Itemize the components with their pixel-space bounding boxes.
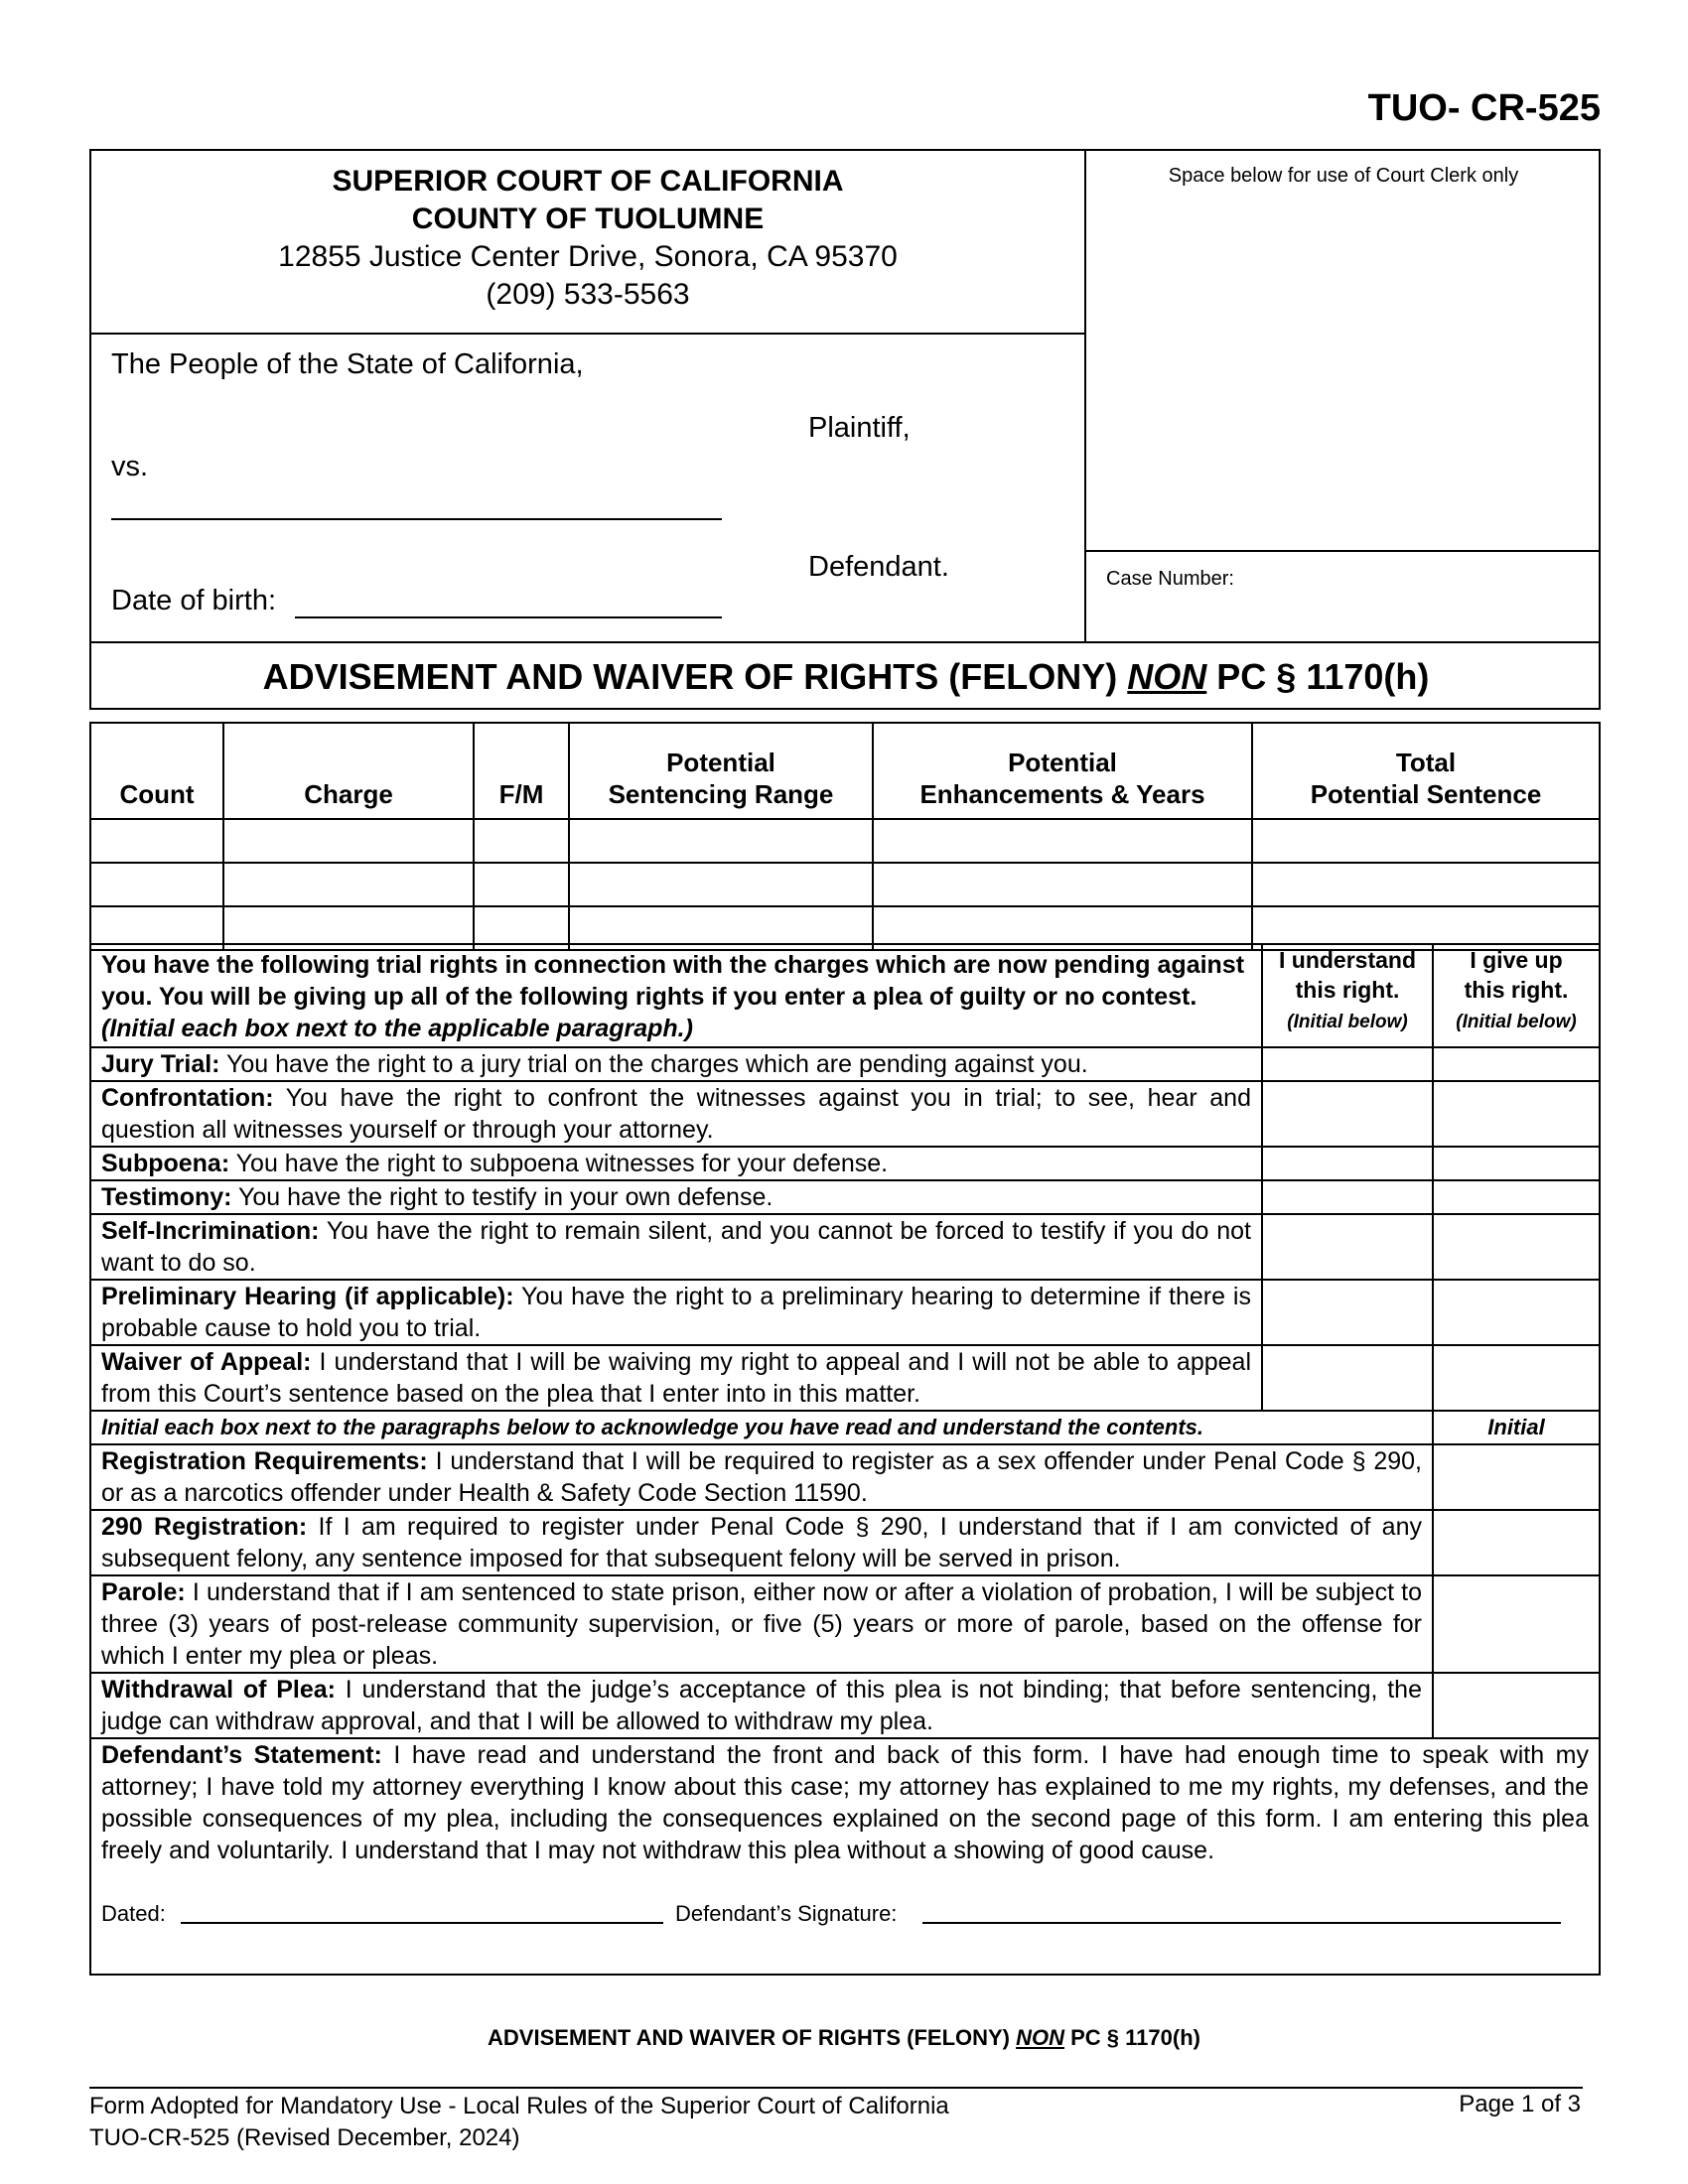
footer-title xyxy=(0,2025,1688,2051)
ack-text: I understand that if I am sentenced to state prison, either now or after a violation of probation, I will be subject to three (3) years of post-release community supervision, or five (5) years or more of parole, based on the offense for which I enter my plea or pleas. xyxy=(101,1578,1422,1670)
right-text: You have the right to a preliminary hearing to determine if there is probable cause to hold you to trial. xyxy=(101,1283,1251,1342)
ack-label: Parole: xyxy=(101,1578,186,1606)
right-text: I understand that I will be waiving my right to appeal and I will not be able to appeal from this Court’s sentence based on the plea that I enter into in this matter. xyxy=(101,1348,1251,1408)
ack-label: Registration Requirements: xyxy=(101,1447,428,1475)
col-total xyxy=(1252,723,1600,819)
initial-understand-box[interactable] xyxy=(1262,1180,1433,1214)
footer-divider xyxy=(89,2087,1583,2089)
court-address: 12855 Justice Center Drive, Sonora, CA 95370 xyxy=(278,240,898,273)
right-label: Waiver of Appeal: xyxy=(101,1348,312,1376)
right-row-subpoena xyxy=(90,1147,1600,1180)
dob-label: Date of birth: xyxy=(111,585,277,616)
charge-cell[interactable] xyxy=(90,819,223,863)
charge-cell[interactable] xyxy=(873,863,1252,906)
statement-text: I have read and understand the front and back of this form. I have had enough time to speak with my attorney; I have told my attorney everything I know about this case; my attorney has explained to me my rights, my defenses, and the possible consequences of my plea, including the consequences explained on the second page of this form. I am entering this plea freely and voluntarily. I understand that I may not withdraw this plea without a showing of good cause. xyxy=(101,1741,1589,1864)
col-count: Count xyxy=(90,723,223,819)
ack-label: Withdrawal of Plea: xyxy=(101,1676,336,1704)
initial-giveup-box[interactable] xyxy=(1433,1280,1600,1345)
col-understand-initial: (Initial below) xyxy=(1287,1012,1408,1032)
col-giveup-line1: I give up xyxy=(1470,947,1563,973)
initial-ack-box[interactable] xyxy=(1433,1673,1600,1738)
charge-cell[interactable] xyxy=(90,863,223,906)
dated-label: Dated: xyxy=(101,1901,166,1926)
right-label: Confrontation: xyxy=(101,1084,274,1112)
footer-title-emph: NON xyxy=(1016,2025,1065,2050)
col-understand-line2: this right. xyxy=(1295,977,1400,1003)
statement-label: Defendant’s Statement: xyxy=(101,1741,382,1769)
defendant-label: Defendant. xyxy=(808,551,949,583)
col-enhancements xyxy=(873,723,1252,819)
initial-giveup-box[interactable] xyxy=(1433,1214,1600,1280)
footer-adopted: Form Adopted for Mandatory Use - Local Rules of the Superior Court of California xyxy=(89,2093,949,2119)
initial-ack-box[interactable] xyxy=(1433,1575,1600,1673)
right-text: You have the right to remain silent, and you cannot be forced to testify if you do not want to do so. xyxy=(101,1217,1251,1277)
charge-cell[interactable] xyxy=(474,863,569,906)
ack-label: 290 Registration: xyxy=(101,1513,308,1541)
signature-area xyxy=(101,1866,1589,1966)
initial-understand-box[interactable] xyxy=(1262,1280,1433,1345)
right-label: Testimony: xyxy=(101,1183,232,1211)
charge-cell[interactable] xyxy=(474,819,569,863)
initial-understand-box[interactable] xyxy=(1262,1081,1433,1147)
initial-giveup-box[interactable] xyxy=(1433,1180,1600,1214)
case-number-label: Case Number: xyxy=(1106,568,1234,590)
form-id: TUO- CR-525 xyxy=(1367,87,1601,129)
col-understand-line1: I understand xyxy=(1278,947,1416,973)
right-row-testimony xyxy=(90,1180,1600,1214)
footer-title-part1: ADVISEMENT AND WAIVER OF RIGHTS (FELONY) xyxy=(488,2025,1017,2050)
ack-row-parole xyxy=(90,1575,1600,1673)
ack-row-registration xyxy=(90,1444,1600,1510)
court-info xyxy=(91,151,1086,335)
signature-label: Defendant’s Signature: xyxy=(675,1901,898,1926)
rights-intro-text: You have the following trial rights in connection with the charges which are now pending against you. You will be giving up all of the following rights if you enter a plea of guilty or no contest. xyxy=(101,951,1245,1011)
footer-title-part2: PC § 1170(h) xyxy=(1064,2025,1200,2050)
charge-cell[interactable] xyxy=(223,863,474,906)
charge-cell[interactable] xyxy=(569,863,873,906)
col-charge: Charge xyxy=(223,723,474,819)
form-title-part1: ADVISEMENT AND WAIVER OF RIGHTS (FELONY) xyxy=(262,656,1128,697)
table-row xyxy=(90,819,1600,863)
col-range xyxy=(569,723,873,819)
footer-revision: TUO-CR-525 (Revised December, 2024) xyxy=(89,2124,520,2151)
initial-understand-box[interactable] xyxy=(1262,1214,1433,1280)
charge-cell[interactable] xyxy=(1252,863,1600,906)
form-title-part2: PC § 1170(h) xyxy=(1206,656,1430,697)
initial-giveup-box[interactable] xyxy=(1433,1047,1600,1081)
form-title xyxy=(91,641,1601,710)
acknowledge-instruction: Initial each box next to the paragraphs below to acknowledge you have read and understand the contents. xyxy=(90,1411,1433,1444)
defendant-name-line[interactable] xyxy=(111,518,722,520)
col-giveup-line2: this right. xyxy=(1464,977,1569,1003)
right-text: You have the right to testify in your own defense. xyxy=(231,1183,774,1211)
initial-ack-box[interactable] xyxy=(1433,1444,1600,1510)
col-understand xyxy=(1262,944,1433,1047)
col-range-line2: Sentencing Range xyxy=(608,779,834,809)
charge-cell[interactable] xyxy=(569,819,873,863)
signature-line[interactable] xyxy=(922,1922,1561,1924)
initial-giveup-box[interactable] xyxy=(1433,1345,1600,1411)
header-box xyxy=(89,149,1601,710)
charge-cell[interactable] xyxy=(223,819,474,863)
rights-intro xyxy=(90,944,1262,1047)
dob-line[interactable] xyxy=(295,616,722,618)
initial-understand-box[interactable] xyxy=(1262,1147,1433,1180)
clerk-note: Space below for use of Court Clerk only xyxy=(1168,165,1519,187)
charge-cell[interactable] xyxy=(1252,819,1600,863)
table-row xyxy=(90,863,1600,906)
ack-row-290-registration xyxy=(90,1510,1600,1575)
right-text: You have the right to subpoena witnesses for your defense. xyxy=(229,1150,889,1177)
rights-intro-italic: (Initial each box next to the applicable paragraph.) xyxy=(101,1015,693,1042)
right-label: Subpoena: xyxy=(101,1150,230,1177)
footer-left xyxy=(89,2091,949,2154)
right-row-preliminary-hearing xyxy=(90,1280,1600,1345)
right-label: Preliminary Hearing (if applicable): xyxy=(101,1283,514,1310)
col-give-up xyxy=(1433,944,1600,1047)
right-text: You have the right to confront the witnesses against you in trial; to see, hear and question all witnesses yourself or through your attorney. xyxy=(101,1084,1251,1144)
vs-label: vs. xyxy=(111,451,149,482)
col-enh-line1: Potential xyxy=(1008,748,1117,777)
ack-text: If I am required to register under Penal Code § 290, I understand that if I am convicted of any subsequent felony, any sentence imposed for that subsequent felony will be served in prison. xyxy=(101,1513,1422,1572)
rights-table xyxy=(89,943,1601,1976)
right-label: Jury Trial: xyxy=(101,1050,220,1078)
initial-giveup-box[interactable] xyxy=(1433,1081,1600,1147)
right-label: Self-Incrimination: xyxy=(101,1217,320,1245)
plaintiff-label: Plaintiff, xyxy=(808,412,911,444)
right-text: You have the right to a jury trial on the charges which are pending against you. xyxy=(219,1050,1088,1078)
people-label: The People of the State of California, xyxy=(111,348,584,380)
right-row-waiver-of-appeal xyxy=(90,1345,1600,1411)
clerk-area[interactable] xyxy=(1086,151,1601,552)
col-total-line1: Total xyxy=(1395,748,1457,777)
right-row-jury-trial xyxy=(90,1047,1600,1081)
ack-row-withdrawal xyxy=(90,1673,1600,1738)
charge-cell[interactable] xyxy=(873,819,1252,863)
right-row-confrontation xyxy=(90,1081,1600,1147)
col-total-line2: Potential Sentence xyxy=(1310,779,1542,809)
initial-understand-box[interactable] xyxy=(1262,1345,1433,1411)
court-phone: (209) 533-5563 xyxy=(486,278,690,311)
defendant-statement-row xyxy=(90,1738,1600,1975)
charges-table xyxy=(89,722,1601,951)
ack-text: I understand that the judge’s acceptance of this plea is not binding; that before sentencing, the judge can withdraw approval, and that I will be allowed to withdraw my plea. xyxy=(101,1676,1422,1735)
right-row-self-incrimination xyxy=(90,1214,1600,1280)
case-number-field[interactable] xyxy=(1086,552,1601,641)
parties-section xyxy=(91,335,1086,641)
col-enh-line2: Enhancements & Years xyxy=(919,779,1205,809)
col-giveup-initial: (Initial below) xyxy=(1456,1012,1577,1032)
ack-text: I understand that I will be required to register as a sex offender under Penal Code § 290, or as a narcotics offender under Health & Safety Code Section 11590. xyxy=(101,1447,1422,1507)
col-range-line1: Potential xyxy=(666,748,775,777)
court-county: COUNTY OF TUOLUMNE xyxy=(411,203,765,235)
form-title-emph: NON xyxy=(1127,656,1207,697)
initial-column-label: Initial xyxy=(1433,1411,1600,1444)
initial-giveup-box[interactable] xyxy=(1433,1147,1600,1180)
page-number: Page 1 of 3 xyxy=(1459,2091,1581,2117)
col-fm: F/M xyxy=(474,723,569,819)
dated-line[interactable] xyxy=(181,1922,663,1924)
court-name: SUPERIOR COURT OF CALIFORNIA xyxy=(332,165,844,198)
initial-understand-box[interactable] xyxy=(1262,1047,1433,1081)
initial-ack-box[interactable] xyxy=(1433,1510,1600,1575)
